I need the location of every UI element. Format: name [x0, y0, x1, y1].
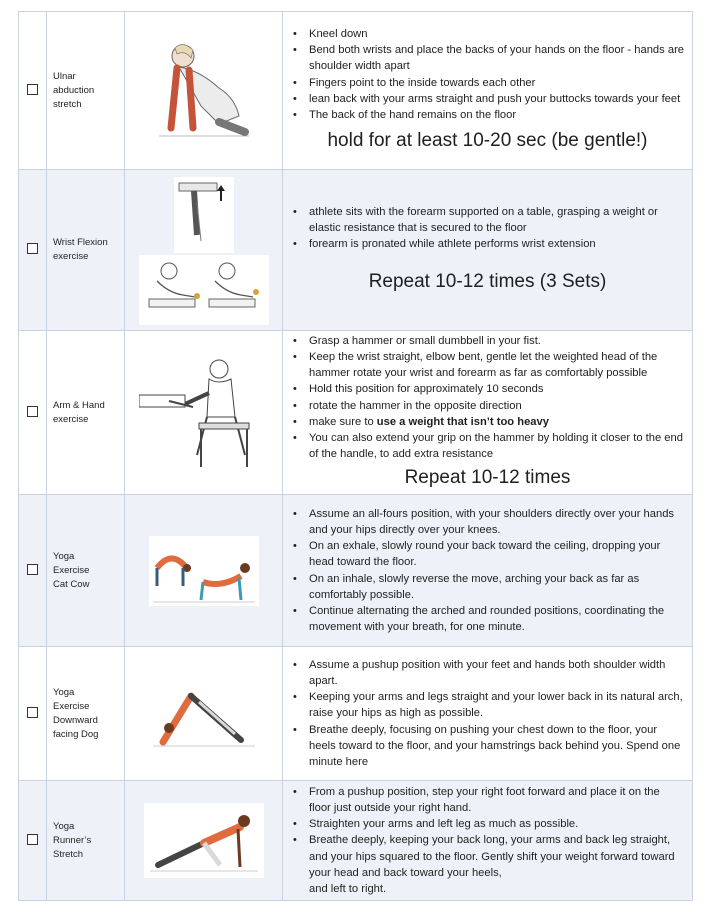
exercise-table: [18, 11, 693, 901]
exercise-checkbox[interactable]: [27, 834, 38, 845]
name-line: Yoga: [53, 686, 75, 698]
checkbox-cell: [19, 331, 47, 495]
instruction-item: • rotate the hammer in the opposite direction: [309, 398, 684, 414]
instruction-item: • On an exhale, slowly round your back toward the ceiling, dropping your head toward the floor.: [309, 538, 684, 570]
instruction-item: • Kneel down: [309, 26, 684, 42]
instruction-item: • The back of the hand remains on the floor: [309, 107, 684, 123]
exercise-name: [47, 781, 125, 901]
name-line: Stretch: [53, 848, 84, 860]
instruction-continuation: and left to right.: [309, 882, 387, 895]
instruction-item: • Assume a pushup position with your feet and hands both shoulder width apart.: [309, 657, 684, 689]
instructions-cell: [283, 331, 693, 495]
exercise-checkbox[interactable]: [27, 564, 38, 575]
illustration-cell: [125, 647, 283, 781]
exercise-row-cat-cow: [19, 495, 693, 647]
checkbox-cell: [19, 781, 47, 901]
exercise-name: [47, 12, 125, 170]
illustration-cell: [125, 781, 283, 901]
name-line: Exercise: [53, 700, 90, 712]
instruction-item: • Continue alternating the arched and rounded positions, coordinating the movement with your breath, for one minute.: [309, 603, 684, 635]
instruction-item: • From a pushup position, step your right foot forward and place it on the floor just outside your right hand.: [309, 784, 684, 816]
repeat-note: hold for at least 10-20 sec (be gentle!): [327, 129, 648, 151]
exercise-row-runners-stretch: [19, 781, 693, 901]
checkbox-cell: [19, 170, 47, 331]
instruction-list: [291, 506, 684, 635]
instruction-item: • Fingers point to the inside towards each other: [309, 75, 684, 91]
instruction-list: [291, 26, 684, 123]
downward-dog-pose-illustration: [149, 676, 259, 751]
name-line: exercise: [53, 251, 89, 262]
illustration-cell: [125, 170, 283, 331]
instruction-text: make sure to: [309, 415, 377, 428]
instruction-item: • Breathe deeply, focusing on pushing your chest down to the floor, your heels toward to the floor, and your hamstrings back behind you. Spend one minute here: [309, 722, 684, 770]
seated-hammer-rotation-illustration: [139, 355, 269, 470]
instruction-item: • lean back with your arms straight and push your buttocks towards your feet: [309, 91, 684, 107]
repeat-note: Repeat 10-12 times: [404, 466, 571, 488]
instruction-list: [291, 784, 684, 881]
name-line: facing Dog: [53, 728, 99, 740]
instruction-list: [291, 204, 684, 252]
instruction-item: • Straighten your arms and left leg as much as possible.: [309, 816, 684, 832]
name-line: exercise: [53, 413, 89, 425]
exercise-name: [47, 647, 125, 781]
instruction-item: • On an inhale, slowly reverse the move, arching your back as far as comfortably possible.: [309, 571, 684, 603]
name-line: Wrist Flexion: [53, 237, 108, 248]
instruction-item: • Grasp a hammer or small dumbbell in your fist.: [309, 333, 684, 349]
exercise-checkbox[interactable]: [27, 707, 38, 718]
instructions-cell: [283, 495, 693, 647]
instruction-item: • Assume an all-fours position, with your shoulders directly over your hands and your hips directly over your knees.: [309, 506, 684, 538]
exercise-row-ulnar-stretch: [19, 12, 693, 170]
name-line: Yoga: [53, 550, 75, 562]
runners-stretch-pose-illustration: [144, 803, 264, 878]
instruction-emphasis: use a weight that isn’t too heavy: [376, 415, 549, 428]
instructions-cell: [283, 170, 693, 331]
exercise-name: [47, 170, 125, 331]
name-line: Cat Cow: [53, 578, 90, 590]
illustration-cell: [125, 495, 283, 647]
cat-cow-pose-illustration: [149, 536, 259, 606]
repeat-note: Repeat 10-12 times (3 Sets): [368, 271, 607, 293]
illustration-cell: [125, 331, 283, 495]
instruction-item: • Breathe deeply, keeping your back long, your arms and back leg straight, and your hips squared to the floor. Gently shift your weight forward toward your head and back toward your heels,: [309, 832, 684, 880]
name-line: Ulnar: [53, 70, 76, 82]
instructions-cell: [283, 647, 693, 781]
exercise-name: [47, 331, 125, 495]
instruction-list: [291, 333, 684, 462]
checkbox-cell: [19, 495, 47, 647]
name-line: Downward: [53, 714, 98, 726]
instruction-item: • Keeping your arms and legs straight and your lower back in its natural arch, raise your hips as high as possible.: [309, 689, 684, 721]
instructions-cell: [283, 781, 693, 901]
instruction-item: • Keep the wrist straight, elbow bent, gentle let the weighted head of the hammer rotate your wrist and forearm as far as comfortably possible: [309, 349, 684, 381]
exercise-checkbox[interactable]: [27, 243, 38, 254]
wrist-extension-exercise-illustration: [139, 175, 269, 325]
instruction-item: [309, 414, 684, 430]
name-line: Exercise: [53, 564, 90, 576]
checkbox-cell: [19, 12, 47, 170]
exercise-checkbox[interactable]: [27, 84, 38, 95]
exercise-name: [47, 495, 125, 647]
instructions-cell: [283, 12, 693, 170]
name-line: Runner’s: [53, 834, 92, 846]
illustration-cell: [125, 12, 283, 170]
name-line: Yoga: [53, 820, 75, 832]
instruction-item: • Hold this position for approximately 10 seconds: [309, 381, 684, 397]
name-line: Arm & Hand: [53, 399, 105, 411]
exercise-row-downward-dog: [19, 647, 693, 781]
instruction-item: • forearm is pronated while athlete performs wrist extension: [309, 236, 684, 252]
instruction-item: • Bend both wrists and place the backs of your hands on the floor - hands are shoulder width apart: [309, 42, 684, 74]
name-line: stretch: [53, 98, 82, 110]
instruction-item: • athlete sits with the forearm supported on a table, grasping a weight or elastic resistance that is secured to the floor: [309, 204, 684, 236]
instruction-list: [291, 657, 684, 770]
exercise-checkbox[interactable]: [27, 406, 38, 417]
exercise-row-arm-hand: [19, 331, 693, 495]
exercise-row-wrist-flexion: [19, 170, 693, 331]
instruction-item: • You can also extend your grip on the hammer by holding it closer to the end of the handle, to add extra resistance: [309, 430, 684, 462]
name-line: abduction: [53, 84, 95, 96]
kneeling-wrist-stretch-illustration: [149, 36, 259, 146]
checkbox-cell: [19, 647, 47, 781]
